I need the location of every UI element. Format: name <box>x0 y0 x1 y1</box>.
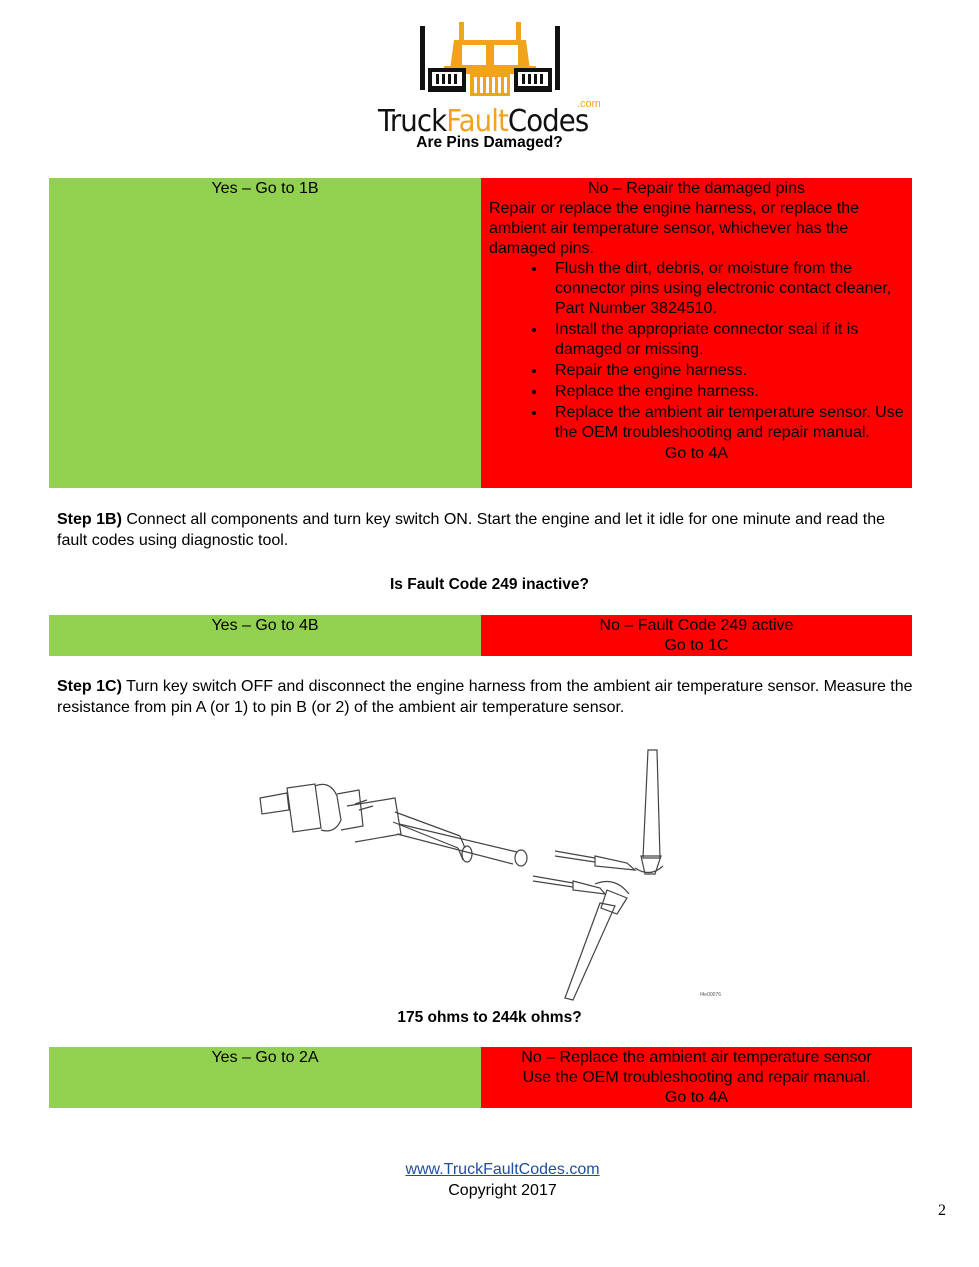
yes-cell <box>49 615 481 656</box>
logo-com-text: .com <box>577 98 601 110</box>
bullet-item: • Replace the engine harness. <box>547 382 904 402</box>
logo-codes-text: Codes <box>507 104 589 139</box>
truckfaultcodes-logo <box>378 20 602 139</box>
step-label: Step 1B) <box>57 511 122 528</box>
question-resistance-range: 175 ohms to 244k ohms? <box>397 1009 582 1026</box>
bullet-item: • Flush the dirt, debris, or moisture from the connector pins using electronic contact cleaner, Part Number 3824510. <box>547 259 904 319</box>
copyright-text: Copyright 2017 <box>448 1182 557 1199</box>
sensor-probe-drawing <box>255 748 725 1004</box>
step-1b <box>57 509 917 551</box>
page-number: 2 <box>938 1202 946 1219</box>
question-pins-damaged: Are Pins Damaged? <box>416 134 563 151</box>
no-cell <box>481 1047 912 1108</box>
footer-link-wrap <box>0 1161 979 1179</box>
no-goto: Go to 1C <box>664 637 729 654</box>
decision-table-pins <box>49 178 912 488</box>
website-link[interactable]: www.TruckFaultCodes.com <box>405 1161 600 1178</box>
sensor-probe-illustration <box>255 748 725 1004</box>
step-label: Step 1C) <box>57 678 122 695</box>
yes-label: Yes – Go to 4B <box>211 617 319 634</box>
no-goto: Go to 4A <box>664 1089 729 1106</box>
step-1c <box>57 676 917 718</box>
figure-code: f4e00076 <box>700 992 721 998</box>
no-cell <box>481 178 912 488</box>
no-line: No – Replace the ambient air temperature sensor <box>521 1049 872 1066</box>
no-intro: Repair or replace the engine harness, or replace the ambient air temperature sensor, whichever has the damaged pins. <box>489 200 859 257</box>
decision-table-resistance <box>49 1047 912 1108</box>
no-title: No – Repair the damaged pins <box>587 180 806 197</box>
step-text: Turn key switch OFF and disconnect the engine harness from the ambient air temperature sensor. Measure the resistance from pin A (or 1) to pin B (or 2) of the ambient air temperature sensor. <box>57 678 913 716</box>
no-cell <box>481 615 912 656</box>
bullet-item: • Install the appropriate connector seal if it is damaged or missing. <box>547 320 904 360</box>
yes-label: Yes – Go to 2A <box>211 1049 319 1066</box>
decision-table-fault-code <box>49 615 912 656</box>
yes-cell <box>49 178 481 488</box>
step-text: Connect all components and turn key switch ON. Start the engine and let it idle for one minute and read the fault codes using diagnostic tool. <box>57 511 886 549</box>
no-line: No – Fault Code 249 active <box>599 617 794 634</box>
no-goto: Go to 4A <box>664 445 729 462</box>
no-line: Use the OEM troubleshooting and repair manual. <box>522 1069 871 1086</box>
truck-icon <box>414 20 566 100</box>
logo-fault-text: Fault <box>446 104 508 139</box>
logo-truck-text: Truck <box>378 104 447 139</box>
repair-bullet-list <box>489 259 904 443</box>
yes-label: Yes – Go to 1B <box>211 180 319 197</box>
yes-cell <box>49 1047 481 1108</box>
bullet-item: • Repair the engine harness. <box>547 361 904 381</box>
question-fault-code-inactive: Is Fault Code 249 inactive? <box>390 576 589 593</box>
bullet-item: • Replace the ambient air temperature sensor. Use the OEM troubleshooting and repair manual. <box>547 403 904 443</box>
